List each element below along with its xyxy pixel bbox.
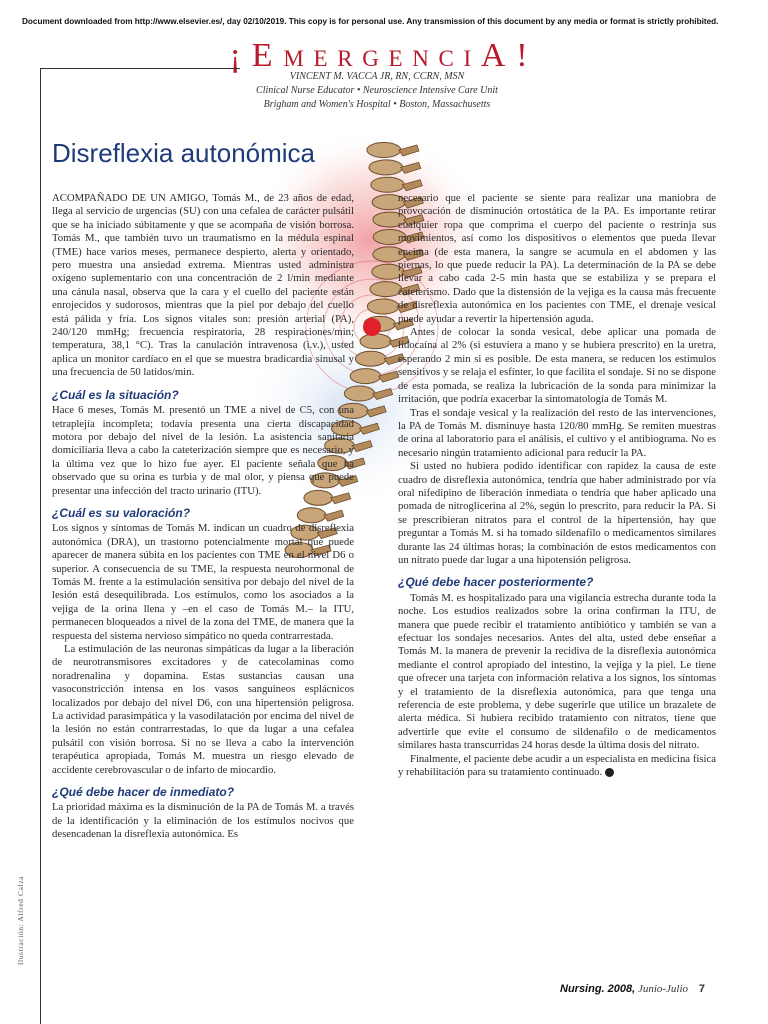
- injury-point: [363, 318, 381, 336]
- author-role: Clinical Nurse Educator • Neuroscience Intensive Care Unit: [256, 85, 498, 96]
- immediate-paragraph: La prioridad máxima es la disminución de la PA de Tomás M. a través de la identificación y la eliminación de los estímulos nocivos que desencadenan la disreflexia autonómica. Es: [52, 801, 354, 841]
- vertebra: [360, 334, 391, 349]
- vertebra: [367, 143, 401, 158]
- outcome-paragraph: Tras el sondaje vesical y la realización del resto de las intervenciones, la PA de Tomás M. disminuye hasta 120/80 mmHg. Se remiten muestras de orina al laboratorio para el análisis, el cultivo y el antibiograma. No es necesario ningún tratamiento adicional para reducir la PA.: [398, 406, 716, 459]
- immediate-continued-paragraph: necesario que el paciente se siente para realizar una maniobra de provocación de disminución ortostática de la PA. Es importante retirar cualquier ropa que comprima el cuerpo del paciente o restrinja sus movimientos, así como los dispositivos o elementos que pueda llevar encima (de esta manera, la sangre se acumula en el abdomen y las piernas, lo que puede reducir la PA). La determinación de la PA se debe llevar a cabo cada 2-5 min hasta que se estabiliza y se prepara el cateterismo. Dado que la distensión de la vejiga es la causa más frecuente de disreflexia autonómica en los pacientes con TME, el drenaje vesical puede ayudar a revertir la hipertensión aguda.: [398, 192, 716, 325]
- author-name: VINCENT M. VACCA JR, RN, CCRN, MSN: [289, 71, 465, 82]
- assessment-paragraph-2: La estimulación de las neuronas simpáticas da lugar a la liberación de neurotransmisores excitadores y de catecolaminas como noradrenalina y dopamina. Estas sustancias causan una vasoconstricción intensa en los vasos sanguíneos esplácnicos localizados por debajo del nivel D6, con una hipertensión peligrosa. La actividad parasimpática y la vasodilatación por encima del nivel de la lesión no están contrarrestadas, lo que da lugar a una cefalea pulsátil con visión borrosa. Si no se lleva a cabo la intervención terapéutica apropiada, Tomás M. muestra un riesgo elevado de accidente cerebrovascular o de infarto de miocardio.: [52, 643, 354, 776]
- download-notice: Document downloaded from http://www.elsevier.es/, day 02/10/2019. This copy is for personal use. Any transmission of this document by any media or format is strictly prohibited.: [22, 17, 719, 26]
- journal-name: Nursing. 2008,: [560, 983, 636, 995]
- assessment-paragraph-1: Los signos y síntomas de Tomás M. indican un cuadro de disreflexia autonómica (DRA), un trastorno potencialmente mortal que puede aparecer de manera súbita en los pacientes con TME en el nivel D6 o superior. A consecuencia de su TME, la respuesta neurohormonal de Tomás M. frente a la estimulación sensitiva por debajo del nivel de la lesión está desequilibrada. Los estímulos, como los asociados a la vejiga de la orina llena y –en el caso de Tomás M.– la ITU, permanecen bloqueados a nivel de la zona del TME, de manera que la respuesta del sistema nervioso simpático no queda contrarrestada.: [52, 522, 354, 642]
- next-steps-paragraph: Tomás M. es hospitalizado para una vigilancia estrecha durante toda la noche. Los estudios realizados sobre la orina confirman la ITU, de manera que puede recibir el tratamiento antibiótico y también se van a efectuar los sondajes necesarios. Antes del alta, usted debe enseñar a Tomás M. la manera de prevenir la recidiva de la disreflexia autonómica mediante el control apropiado del intestino, la vejiga y la piel. Le tiene que ofrecer una tarjeta con información relativa a los signos, los síntomas y el tratamiento de la disreflexia autonómica, para que tenga una referencia de este problema, y debe sugerirle que utilice un brazalete de alerta médica. Si hubiera recibido tratamiento con nitratos, tiene que advertirle que evite el consumo de sildenafilo o de medicamentos similares hasta transcurridas 24 horas desde la última dosis del nitrato.: [398, 591, 716, 752]
- vertebra: [371, 177, 404, 192]
- author-affiliation: Brigham and Women's Hospital • Boston, Massachusetts: [263, 99, 491, 110]
- heading-assessment: ¿Cuál es su valoración?: [52, 505, 191, 520]
- vertebra: [355, 351, 386, 366]
- intro-paragraph: ACOMPAÑADO DE UN AMIGO, Tomás M., de 23 años de edad, llega al servicio de urgencias (SU) con una cefalea de carácter pulsátil que se ha iniciado súbitamente y que se acompaña de visión borrosa. Tomás M., que también tuvo un traumatismo en la médula espinal (TME) hace varios meses, permanece despierto, alerta y orientado, pero muestra una ansiedad extrema. Mientras usted administra oxígeno suplementario con una concentración de 2 l/min mediante una cánula nasal, observa que la cara y el cuello del paciente están enrojecidos y sudorosos, mientras que la piel por debajo del cuello está pálida y fría. Los signos vitales son: presión arterial (PA), 240/120 mmHg; frecuencia respiratoria, 28 respiraciones/min; temperatura, 38,1 °C). Tras la canulación intravenosa (i.v.), usted aplica un monitor cardíaco en el que se muestra bradicardia sinusal y una frecuencia de 50 latidos/min.: [52, 192, 354, 379]
- vertebra: [350, 369, 381, 384]
- situation-paragraph: Hace 6 meses, Tomás M. presentó un TME a nivel de C5, con una tetraplejía incompleta; todavía presenta una cierta discapacidad motora por debajo del nivel de la lesión. La asistencia sanitaria domiciliaria lleva a cabo la cateterización siempre que es necesario, y la última vez que lo hizo fue ayer. El paciente señala que ha observado que su orina es turbia y de mal olor, y piensa que puede presentar una infección del tracto urinario (ITU).: [52, 404, 354, 497]
- lidocaine-paragraph: Antes de colocar la sonda vesical, debe aplicar una pomada de lidocaína al 2% (si estuviera a mano y se hubiera prescrito) en la uretra, esperando 2 min si es posible. De esta manera, se reducen los estímulos sensitivos y se relaja el esfínter, lo que facilita el sondaje. Si no se dispone de esta pomada, se realiza la lubricación de la sonda para minimizar la irritación, que podría exacerbar la sintomatología de Tomás M.: [398, 326, 716, 406]
- final-paragraph: [398, 753, 716, 780]
- journal-issue: Junio-Julio: [637, 983, 689, 995]
- frame-rule-top: [40, 68, 240, 69]
- vertebra: [369, 160, 403, 175]
- vertebra: [367, 299, 399, 314]
- author-byline: [200, 70, 554, 112]
- page-number: 7: [698, 983, 705, 995]
- end-mark-icon: N: [605, 768, 614, 777]
- column-left: [52, 192, 354, 842]
- heading-immediate: ¿Qué debe hacer de inmediato?: [52, 785, 235, 800]
- heading-next-steps: ¿Qué debe hacer posteriormente?: [398, 575, 594, 590]
- frame-rule-left: [40, 68, 41, 1024]
- page-footer: [560, 983, 705, 995]
- credit-text: Ilustración: Alfred Calza: [16, 875, 26, 966]
- masthead-close: A!: [480, 37, 539, 74]
- article-title: Disreflexia autonómica: [52, 138, 316, 168]
- heading-situation: ¿Cuál es la situación?: [52, 387, 179, 402]
- masthead-open: ¡E: [229, 37, 284, 74]
- alternative-paragraph: Si usted no hubiera podido identificar con rapidez la causa de este cuadro de disreflexia autonómica, tendría que haber administrado por vía oral nifedipino de liberación inmediata o tendría que haber aplicado una pomada de nitroglicerina al 2%, según lo prescrito, para reducir la PA. Si se prescribieran nitratos para el control de la hipertensión, hay que preguntar a Tomás M. si ha tomado sildenafilo o medicamentos similares durante las 24 últimas horas; la combinación de estos medicamentos con un nitrato puede dar lugar a una hipotensión peligrosa.: [398, 460, 716, 566]
- final-text: Finalmente, el paciente debe acudir a un especialista en medicina física y rehabilitación para su tratamiento continuado.: [398, 752, 716, 779]
- masthead-middle: MERGENCI: [283, 46, 481, 71]
- column-right: [398, 192, 716, 779]
- illustration-credit: [16, 870, 34, 980]
